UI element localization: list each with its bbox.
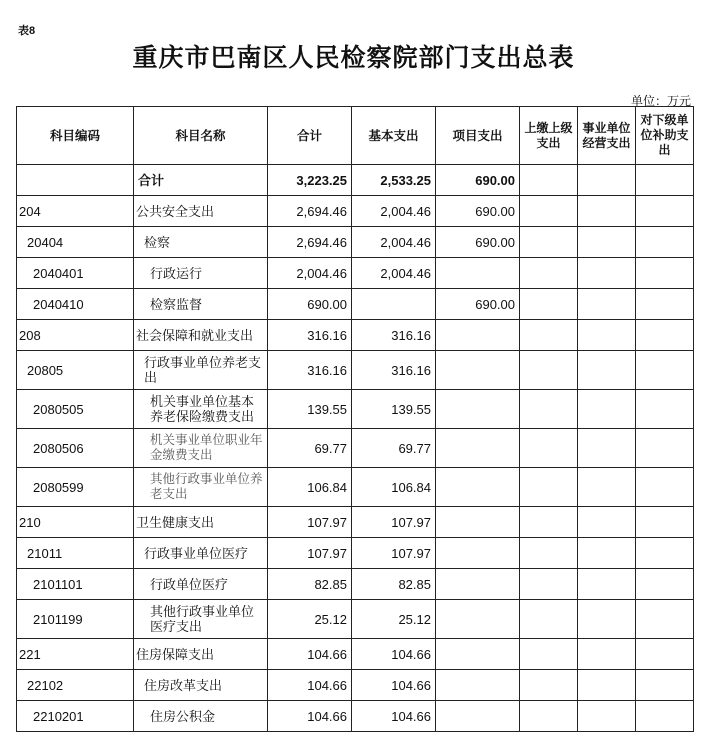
- cell-project: [436, 701, 520, 732]
- cell-total: 690.00: [268, 289, 352, 320]
- cell-basic: 2,004.46: [352, 227, 436, 258]
- cell-total: 316.16: [268, 351, 352, 390]
- cell-name: 住房公积金: [134, 701, 268, 732]
- table-row: [17, 600, 694, 639]
- cell-subsidy-lower: [636, 390, 694, 429]
- cell-project: 690.00: [436, 289, 520, 320]
- cell-business-operation: [578, 701, 636, 732]
- table-row: [17, 670, 694, 701]
- cell-code: 221: [17, 639, 134, 670]
- table-row-total: [17, 165, 694, 196]
- cell-subsidy-lower: [636, 320, 694, 351]
- cell-code: 2210201: [17, 701, 134, 732]
- cell-basic: 104.66: [352, 670, 436, 701]
- cell-business-operation: [578, 538, 636, 569]
- cell-basic: 2,004.46: [352, 196, 436, 227]
- header-business-operation: 事业单位经营支出: [578, 107, 636, 165]
- cell-code: 2080505: [17, 390, 134, 429]
- cell-upper-remit: [520, 507, 578, 538]
- cell-business-operation: [578, 390, 636, 429]
- cell-code: 204: [17, 196, 134, 227]
- cell-code: 20404: [17, 227, 134, 258]
- header-total: 合计: [268, 107, 352, 165]
- cell-business-operation: [578, 429, 636, 468]
- cell-upper-remit: [520, 538, 578, 569]
- table-row: [17, 390, 694, 429]
- cell-subsidy-lower: [636, 639, 694, 670]
- cell-basic: 25.12: [352, 600, 436, 639]
- cell-basic: 316.16: [352, 351, 436, 390]
- cell-total: 107.97: [268, 538, 352, 569]
- cell-name: 其他行政事业单位医疗支出: [134, 600, 268, 639]
- table-row: [17, 569, 694, 600]
- cell-code: 2101199: [17, 600, 134, 639]
- expenditure-table: [16, 106, 694, 732]
- cell-name: 社会保障和就业支出: [134, 320, 268, 351]
- cell-total: 3,223.25: [268, 165, 352, 196]
- cell-basic: 104.66: [352, 701, 436, 732]
- page-title: 重庆市巴南区人民检察院部门支出总表: [132, 43, 575, 72]
- cell-upper-remit: [520, 165, 578, 196]
- table-row: [17, 196, 694, 227]
- cell-subsidy-lower: [636, 351, 694, 390]
- cell-upper-remit: [520, 320, 578, 351]
- cell-total: 2,694.46: [268, 227, 352, 258]
- cell-basic: [352, 289, 436, 320]
- cell-project: [436, 507, 520, 538]
- cell-basic: 82.85: [352, 569, 436, 600]
- cell-upper-remit: [520, 701, 578, 732]
- cell-business-operation: [578, 468, 636, 507]
- cell-total: 106.84: [268, 468, 352, 507]
- cell-basic: 69.77: [352, 429, 436, 468]
- cell-subsidy-lower: [636, 507, 694, 538]
- cell-total: 2,694.46: [268, 196, 352, 227]
- cell-subsidy-lower: [636, 289, 694, 320]
- cell-total: 104.66: [268, 670, 352, 701]
- cell-basic: 2,004.46: [352, 258, 436, 289]
- cell-business-operation: [578, 165, 636, 196]
- cell-upper-remit: [520, 639, 578, 670]
- cell-project: 690.00: [436, 165, 520, 196]
- cell-name: 住房保障支出: [134, 639, 268, 670]
- cell-business-operation: [578, 351, 636, 390]
- cell-subsidy-lower: [636, 670, 694, 701]
- cell-subsidy-lower: [636, 538, 694, 569]
- cell-upper-remit: [520, 227, 578, 258]
- cell-upper-remit: [520, 429, 578, 468]
- cell-name: 检察监督: [134, 289, 268, 320]
- cell-name: 合计: [134, 165, 268, 196]
- cell-total: 104.66: [268, 639, 352, 670]
- table-row: [17, 538, 694, 569]
- cell-name: 行政运行: [134, 258, 268, 289]
- cell-total: 69.77: [268, 429, 352, 468]
- cell-name: 检察: [134, 227, 268, 258]
- cell-subsidy-lower: [636, 600, 694, 639]
- cell-code: 208: [17, 320, 134, 351]
- cell-business-operation: [578, 569, 636, 600]
- table-number-tag: 表8: [18, 25, 36, 37]
- cell-project: [436, 538, 520, 569]
- header-code: 科目编码: [17, 107, 134, 165]
- cell-project: [436, 468, 520, 507]
- cell-name: 机关事业单位职业年金缴费支出: [134, 429, 268, 468]
- cell-total: 82.85: [268, 569, 352, 600]
- cell-upper-remit: [520, 468, 578, 507]
- cell-code: 20805: [17, 351, 134, 390]
- cell-name: 其他行政事业单位养老支出: [134, 468, 268, 507]
- table-row: [17, 468, 694, 507]
- cell-subsidy-lower: [636, 569, 694, 600]
- cell-code: 210: [17, 507, 134, 538]
- cell-business-operation: [578, 320, 636, 351]
- header-name: 科目名称: [134, 107, 268, 165]
- cell-subsidy-lower: [636, 165, 694, 196]
- cell-subsidy-lower: [636, 196, 694, 227]
- cell-upper-remit: [520, 258, 578, 289]
- cell-basic: 107.97: [352, 507, 436, 538]
- cell-basic: 104.66: [352, 639, 436, 670]
- cell-upper-remit: [520, 196, 578, 227]
- cell-code: 2040401: [17, 258, 134, 289]
- cell-name: 公共安全支出: [134, 196, 268, 227]
- cell-project: 690.00: [436, 227, 520, 258]
- cell-subsidy-lower: [636, 258, 694, 289]
- table-row: [17, 507, 694, 538]
- cell-total: 316.16: [268, 320, 352, 351]
- cell-code: 2080599: [17, 468, 134, 507]
- table-row: [17, 639, 694, 670]
- header-upper-remit: 上缴上级支出: [520, 107, 578, 165]
- cell-total: 104.66: [268, 701, 352, 732]
- cell-subsidy-lower: [636, 701, 694, 732]
- cell-business-operation: [578, 196, 636, 227]
- cell-project: [436, 351, 520, 390]
- cell-project: [436, 569, 520, 600]
- header-basic: 基本支出: [352, 107, 436, 165]
- cell-name: 行政单位医疗: [134, 569, 268, 600]
- unit-label: 单位：万元: [630, 94, 691, 108]
- cell-subsidy-lower: [636, 227, 694, 258]
- cell-name: 机关事业单位基本养老保险缴费支出: [134, 390, 268, 429]
- header-project: 项目支出: [436, 107, 520, 165]
- cell-total: 2,004.46: [268, 258, 352, 289]
- table-row: [17, 429, 694, 468]
- cell-code: 2080506: [17, 429, 134, 468]
- table-row: [17, 351, 694, 390]
- cell-code: 22102: [17, 670, 134, 701]
- header-subsidy-lower: 对下级单位补助支出: [636, 107, 694, 165]
- cell-code: 2101101: [17, 569, 134, 600]
- table-row: [17, 701, 694, 732]
- cell-upper-remit: [520, 600, 578, 639]
- table-row: [17, 289, 694, 320]
- cell-project: [436, 670, 520, 701]
- cell-business-operation: [578, 227, 636, 258]
- table-row: [17, 258, 694, 289]
- cell-project: [436, 639, 520, 670]
- cell-basic: 139.55: [352, 390, 436, 429]
- cell-basic: 106.84: [352, 468, 436, 507]
- header-row: [17, 107, 694, 165]
- cell-project: [436, 258, 520, 289]
- cell-basic: 107.97: [352, 538, 436, 569]
- cell-upper-remit: [520, 569, 578, 600]
- cell-basic: 2,533.25: [352, 165, 436, 196]
- cell-business-operation: [578, 600, 636, 639]
- cell-total: 107.97: [268, 507, 352, 538]
- cell-total: 139.55: [268, 390, 352, 429]
- cell-name: 行政事业单位养老支出: [134, 351, 268, 390]
- cell-business-operation: [578, 639, 636, 670]
- cell-subsidy-lower: [636, 429, 694, 468]
- cell-name: 行政事业单位医疗: [134, 538, 268, 569]
- cell-business-operation: [578, 670, 636, 701]
- cell-project: [436, 429, 520, 468]
- cell-basic: 316.16: [352, 320, 436, 351]
- cell-upper-remit: [520, 289, 578, 320]
- cell-code: [17, 165, 134, 196]
- table-row: [17, 227, 694, 258]
- cell-subsidy-lower: [636, 468, 694, 507]
- cell-project: [436, 320, 520, 351]
- cell-project: [436, 600, 520, 639]
- cell-code: 2040410: [17, 289, 134, 320]
- cell-upper-remit: [520, 351, 578, 390]
- cell-name: 卫生健康支出: [134, 507, 268, 538]
- cell-project: 690.00: [436, 196, 520, 227]
- cell-business-operation: [578, 507, 636, 538]
- cell-name: 住房改革支出: [134, 670, 268, 701]
- cell-total: 25.12: [268, 600, 352, 639]
- cell-business-operation: [578, 258, 636, 289]
- cell-project: [436, 390, 520, 429]
- table-row: [17, 320, 694, 351]
- cell-business-operation: [578, 289, 636, 320]
- cell-code: 21011: [17, 538, 134, 569]
- cell-upper-remit: [520, 670, 578, 701]
- cell-upper-remit: [520, 390, 578, 429]
